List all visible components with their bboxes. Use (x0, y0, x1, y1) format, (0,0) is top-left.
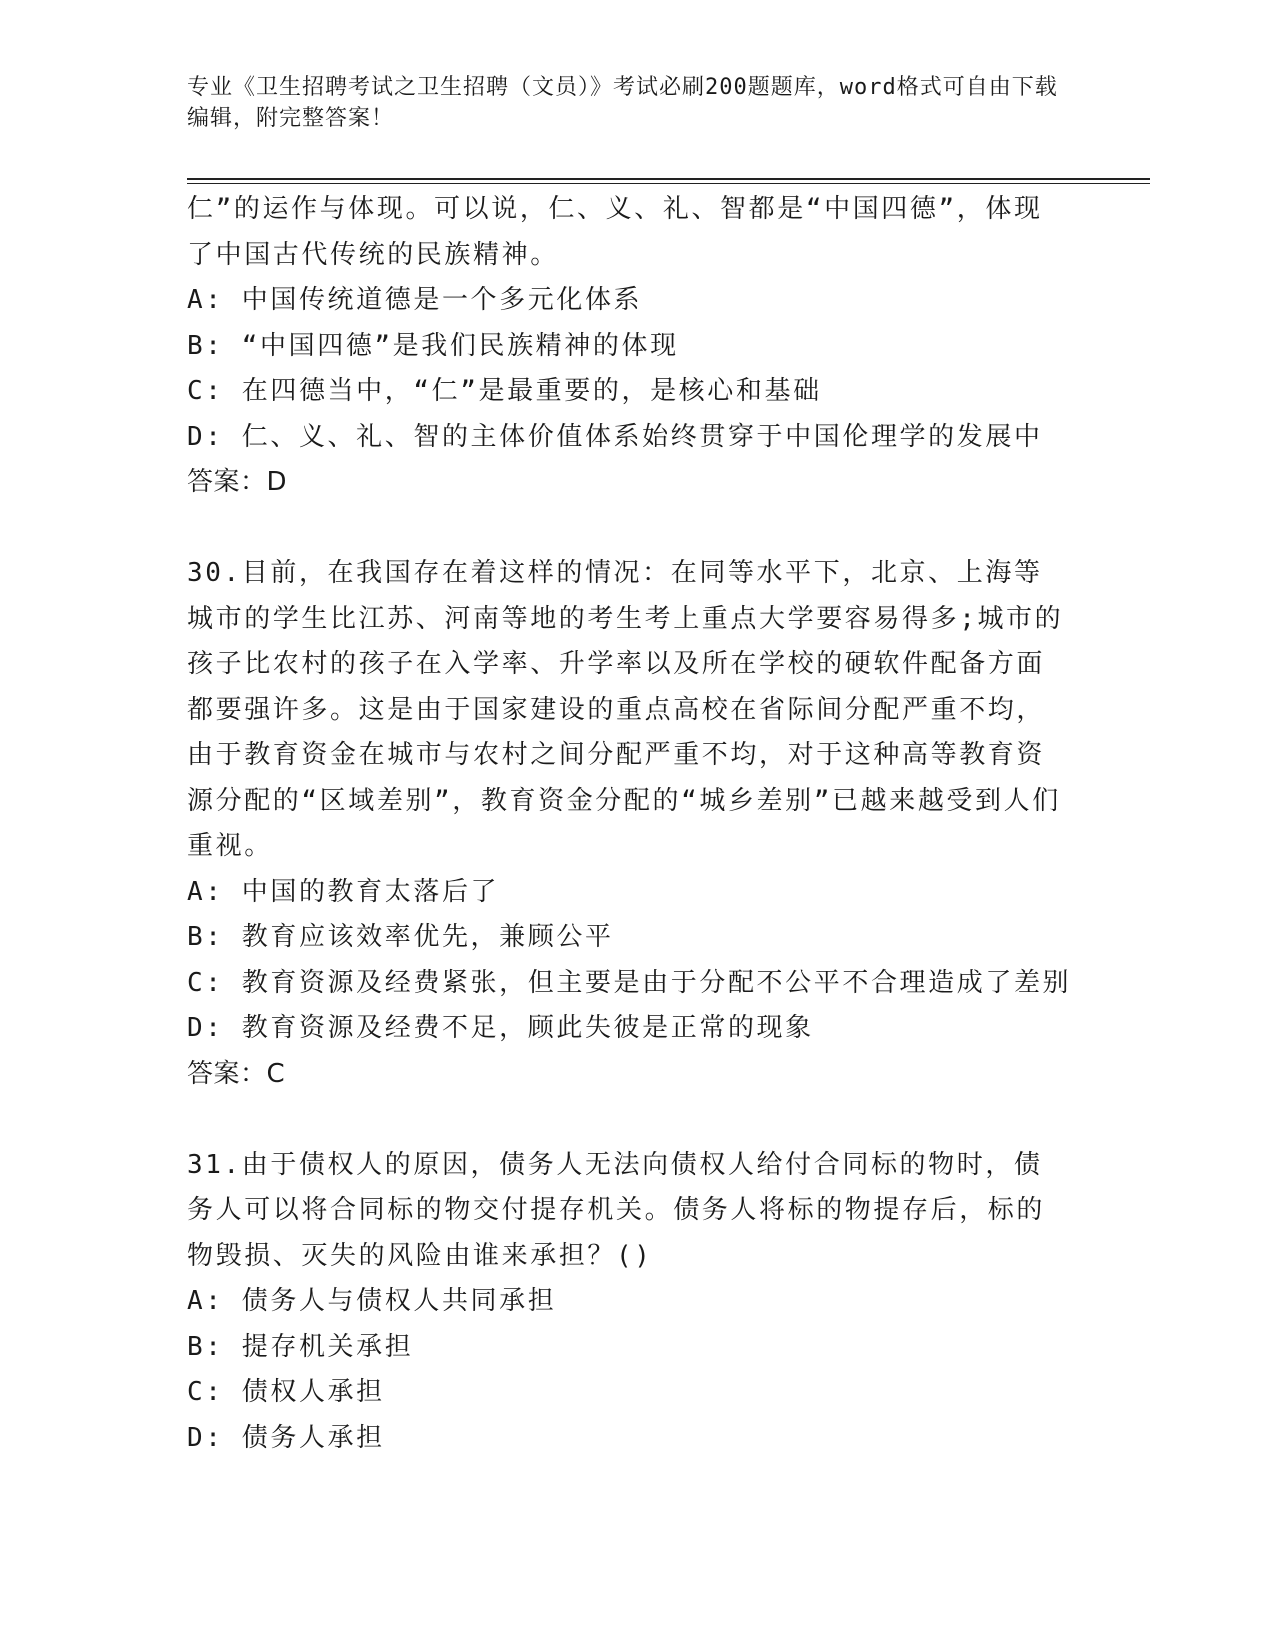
question-text: 仁”的运作与体现。可以说，仁、义、礼、智都是“中国四德”，体现了中国古代传统的民族精神。 (187, 194, 1043, 270)
header-rule-thin (187, 183, 1150, 184)
option-c: C: 教育资源及经费紧张，但主要是由于分配不公平不合理造成了差别 (187, 967, 1072, 998)
option-d: D: 仁、义、礼、智的主体价值体系始终贯穿于中国伦理学的发展中 (187, 421, 1043, 452)
option-d: D: 债务人承担 (187, 1422, 385, 1453)
option-b: B: “中国四德”是我们民族精神的体现 (187, 330, 679, 361)
option-d: D: 教育资源及经费不足，顾此失彼是正常的现象 (187, 1013, 814, 1043)
option-c: C: 在四德当中，“仁”是最重要的，是核心和基础 (187, 376, 822, 406)
option-b: B: 提存机关承担 (187, 1331, 414, 1362)
spacer (187, 1097, 1067, 1143)
question-31 (187, 1143, 1067, 1462)
option-b: B: 教育应该效率优先，兼顾公平 (187, 922, 614, 952)
page-header: 专业《卫生招聘考试之卫生招聘（文员）》考试必刷200题题库，word格式可自由下载编辑，附完整答案！ (187, 75, 1058, 131)
option-a: A: 中国传统道德是一个多元化体系 (187, 285, 643, 315)
answer: 答案：C (187, 1058, 286, 1089)
option-a: A: 债务人与债权人共同承担 (187, 1286, 557, 1316)
option-a: A: 中国的教育太落后了 (187, 876, 500, 907)
option-c: C: 债权人承担 (187, 1377, 385, 1407)
header-rule-thick (187, 178, 1150, 180)
answer: 答案：D (187, 467, 288, 497)
question-30 (187, 551, 1072, 1097)
spacer (187, 506, 1067, 552)
question-text: 31.由于债权人的原因，债务人无法向债权人给付合同标的物时，债务人可以将合同标的物交付提存机关。债务人将标的物提存后，标的物毁损、灭失的风险由谁来承担？() (187, 1149, 1046, 1271)
question-text: 30.目前，在我国存在着这样的情况：在同等水平下，北京、上海等城市的学生比江苏、河南等地的考生考上重点大学要容易得多;城市的孩子比农村的孩子在入学率、升学率以及所在学校的硬软件配备方面都要强许多。这是由于国家建设的重点高校在省际间分配严重不均，由于教育资金在城市与农村之间分配严重不均，对于这种高等教育资源分配的“区域差别”，教育资金分配的“城乡差别”已越来越受到人们重视。 (187, 558, 1064, 861)
document-body (187, 187, 1072, 1461)
question-fragment (187, 187, 1067, 506)
